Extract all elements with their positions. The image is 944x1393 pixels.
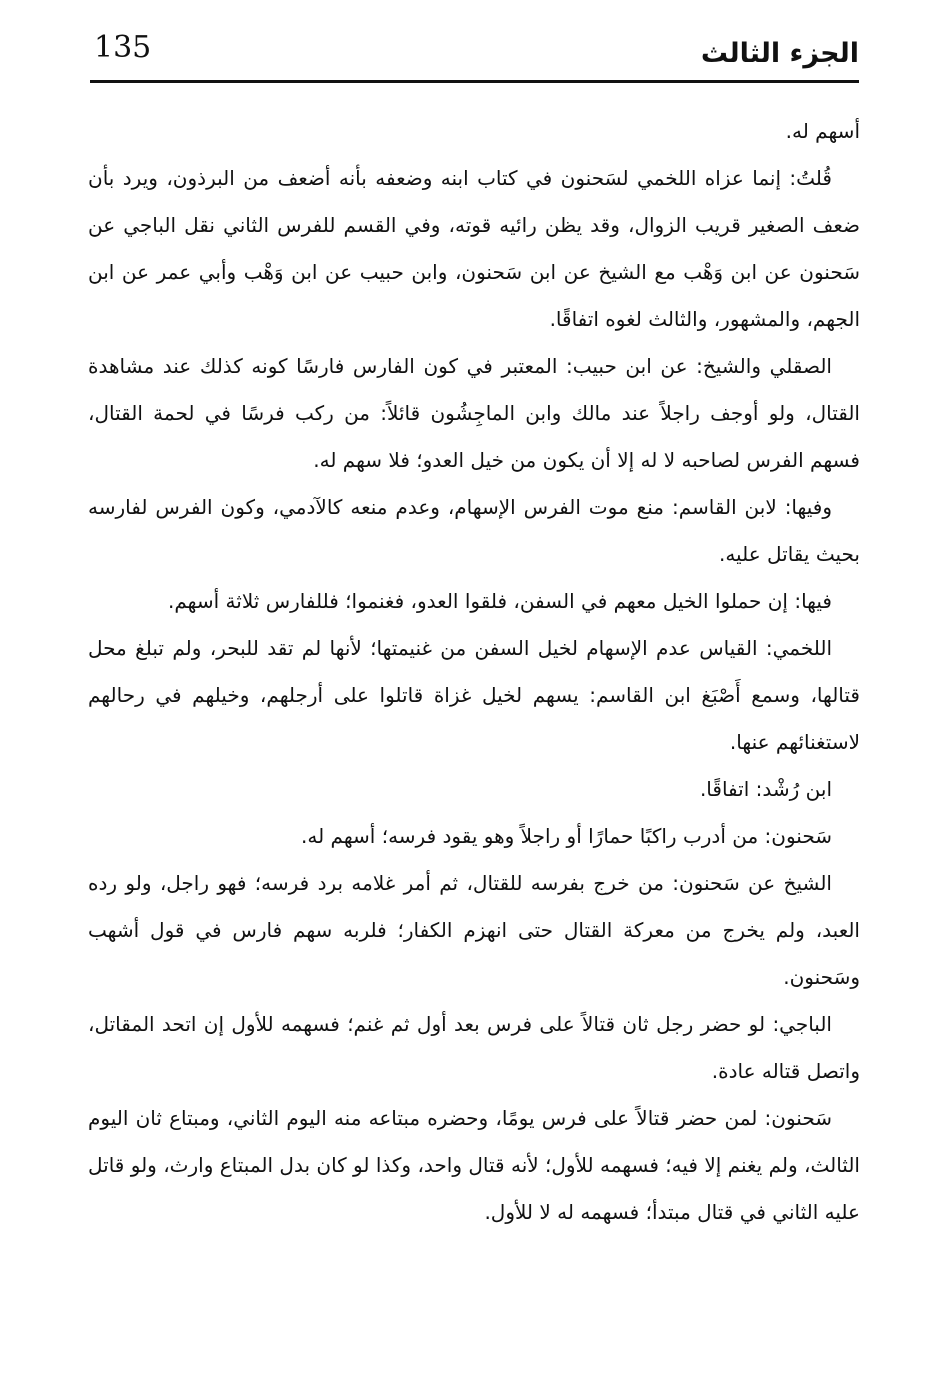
part-title: الجزء الثالث [700,38,859,69]
paragraph: ابن رُشْد: اتفاقًا. [699,777,832,801]
paragraph: الباجي: لو حضر رجل ثان قتالاً على فرس بعد أول ثم غنم؛ فسهمه للأول إن اتحد المقاتل، واتصل قتاله عادة. [88,1012,860,1083]
paragraph: الشيخ عن سَحنون: من خرج بفرسه للقتال، ثم أمر غلامه برد فرسه؛ فهو راجل، ولو رده العبد، ولم يخرج من معركة القتال حتى انهزم الكفار؛ فلربه سهم فارس في قول أشهب وسَحنون. [88,871,860,989]
paragraph: قُلتُ: إنما عزاه اللخمي لسَحنون في كتاب ابنه وضعفه بأنه أضعف من البرذون، ويرد بأن ضعف الصغير قريب الزوال، وقد يظن رائيه قوته، وفي القسم للفرس الثاني نقل الباجي عن سَحنون عن ابن وَهْب مع الشيخ عن ابن سَحنون، وابن حبيب عن ابن وَهْب وأبي عمر عن ابن الجهم، والمشهور، والثالث لغوه اتفاقًا. [88,166,860,331]
paragraph: فيها: إن حملوا الخيل معهم في السفن، فلقوا العدو، فغنموا؛ فللفارس ثلاثة أسهم. [168,589,832,613]
running-header [90,22,859,82]
page-number: 135 [94,30,152,65]
paragraph: أسهم له. [785,119,860,143]
paragraph: اللخمي: القياس عدم الإسهام لخيل السفن من غنيمتها؛ لأنها لم تقد للبحر، ولم تبلغ محل قتالها، وسمع أَصْبَغ ابن القاسم: يسهم لخيل غزاة قاتلوا على أرجلهم، وخيلهم في رحالهم لاستغنائهم عنها. [88,636,860,754]
body-text [88,108,860,1236]
paragraph: الصقلي والشيخ: عن ابن حبيب: المعتبر في كون الفارس فارسًا كونه كذلك عند مشاهدة القتال، ولو أوجف راجلاً عند مالك وابن الماجِشُون قائلاً: من ركب فرسًا في لحمة القتال، فسهم الفرس لصاحبه لا له إلا أن يكون من خيل العدو؛ فلا سهم له. [88,354,860,472]
paragraph: سَحنون: من أدرب راكبًا حمارًا أو راجلاً وهو يقود فرسه؛ أسهم له. [300,824,832,848]
paragraph: وفيها: لابن القاسم: منع موت الفرس الإسهام، وعدم منعه كالآدمي، وكون الفرس لفارسه بحيث يقاتل عليه. [88,495,860,566]
paragraph: سَحنون: لمن حضر قتالاً على فرس يومًا، وحضره مبتاعه منه اليوم الثاني، ومبتاع ثان اليوم الثالث، ولم يغنم إلا فيه؛ فسهمه للأول؛ لأنه قتال واحد، وكذا لو كان بدل المبتاع وارث، ولو قاتل عليه الثاني في قتال مبتدأ؛ فسهمه له لا للأول. [88,1106,860,1224]
header-rule [90,80,859,83]
